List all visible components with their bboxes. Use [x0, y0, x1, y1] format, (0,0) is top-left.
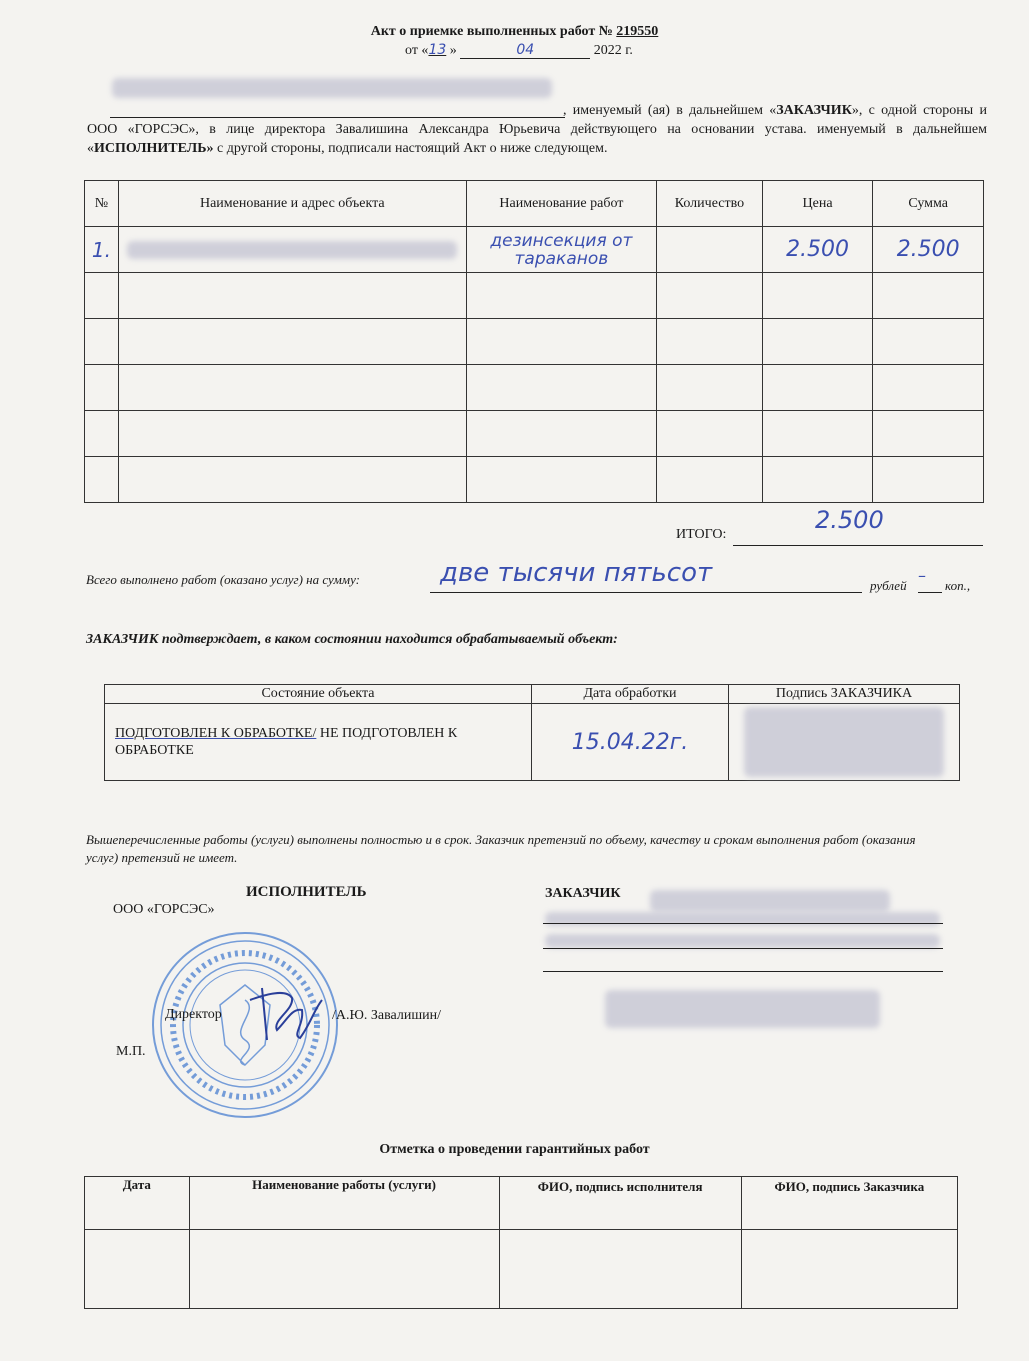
table-row: [85, 319, 984, 365]
completion-note: Вышеперечисленные работы (услуги) выполнены полностью и в срок. Заказчик претензий по объему, качеству и срокам выполнения работ (оказания услуг) претензий не имеет.: [86, 832, 916, 865]
confirm-text: ЗАКАЗЧИК подтверждает, в каком состоянии находится обрабатываемый объект:: [86, 632, 618, 647]
total-words: две тысячи пятьсот: [440, 558, 713, 588]
mp-label: М.П.: [116, 1044, 146, 1059]
redacted-customer-signature: [744, 707, 944, 777]
redacted-object-address: [127, 241, 457, 259]
itogo-value: 2.500: [815, 506, 884, 534]
rub-label: рублей: [870, 578, 907, 593]
redacted-customer-details: [545, 934, 940, 948]
redacted-customer-signature: [605, 990, 880, 1028]
table-row: [85, 365, 984, 411]
redacted-customer-name: [650, 890, 890, 912]
director-name: /А.Ю. Завалишин/: [332, 1008, 442, 1023]
customer-signature-cell: [729, 704, 960, 781]
date-month: 04: [460, 42, 590, 59]
table-row: 1. дезинсекция от тараканов 2.500 2.500: [85, 227, 984, 273]
kop-label: коп.,: [945, 578, 971, 593]
table-row: [85, 457, 984, 503]
executor-org: ООО «ГОРСЭС»: [113, 902, 215, 917]
works-table-header: № Наименование и адрес объекта Наименование работ Количество Цена Сумма: [85, 181, 984, 227]
redacted-customer-name: [112, 78, 552, 98]
act-title: Акт о приемке выполненных работ № 219550: [370, 24, 659, 39]
itogo-line: [733, 545, 983, 546]
kop-value: –: [918, 566, 926, 585]
itogo-label: ИТОГО:: [676, 527, 727, 542]
act-date: от «13 » 04 2022 г.: [405, 42, 633, 58]
works-table: [84, 180, 984, 503]
warranty-table-header: Дата Наименование работы (услуги) ФИО, подпись исполнителя ФИО, подпись Заказчика: [85, 1177, 958, 1230]
table-row: [85, 1230, 958, 1309]
table-row: [85, 273, 984, 319]
executor-heading: ИСПОЛНИТЕЛЬ: [246, 884, 367, 900]
intro-paragraph: , именуемый (ая) в дальнейшем «ЗАКАЗЧИК», с одной стороны и ООО «ГОРСЭС», в лице директора Завалишина Александра Юрьевича действующего на основании устава. именуемый в дальнейшем «ИСПОЛНИТЕЛЬ» с другой стороны, подписали настоящий Акт о ниже следующем.: [87, 103, 987, 156]
object-state: ПОДГОТОВЛЕН К ОБРАБОТКЕ/ НЕ ПОДГОТОВЛЕН К ОБРАБОТКЕ: [105, 704, 532, 781]
state-table-header: Состояние объекта Дата обработки Подпись ЗАКАЗЧИКА: [105, 685, 960, 704]
warranty-title: Отметка о проведении гарантийных работ: [379, 1142, 650, 1157]
treatment-date: 15.04.22г.: [532, 704, 729, 781]
act-number: 219550: [616, 24, 659, 39]
kop-line: [918, 592, 942, 593]
state-row: [105, 704, 960, 781]
executor-signature-icon: [232, 980, 332, 1050]
total-label: Всего выполнено работ (оказано услуг) на сумму:: [86, 572, 361, 587]
state-table: [104, 684, 960, 781]
date-day: 13: [428, 42, 447, 58]
director-label: Директор: [165, 1007, 222, 1022]
total-line: [430, 592, 862, 593]
table-row: [85, 411, 984, 457]
customer-heading: ЗАКАЗЧИК: [545, 886, 621, 901]
warranty-table: [84, 1176, 958, 1309]
